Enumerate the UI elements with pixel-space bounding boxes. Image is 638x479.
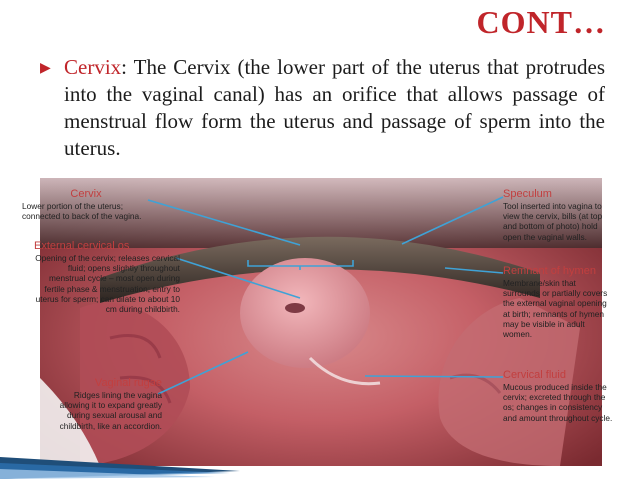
label-speculum-body: Tool inserted into vagina to view the cervix, bills (at top and bottom of photo) hold open the vaginal walls.	[503, 201, 603, 242]
label-cervix-body: Lower portion of the uterus; connected to back of the vagina.	[22, 201, 142, 222]
triangle-bullet-icon: ▶	[40, 61, 51, 76]
label-vaginal-rugae	[42, 377, 162, 431]
footer-decoration	[0, 457, 638, 479]
label-cervical-fluid-title: Cervical fluid	[503, 369, 566, 381]
label-external-os-body: Opening of the cervix; releases cervical fluid; opens slightly throughout menstrual cycle – most open during fertile phase & menstruation; entry to uterus for sperm; can dilate to about 10 cm during childbirth.	[35, 253, 180, 315]
label-cervical-fluid	[503, 369, 615, 423]
label-vaginal-rugae-title: Vaginal rugae	[94, 377, 162, 389]
label-vaginal-rugae-body: Ridges lining the vagina allowing it to expand greatly during sexual arousal and childbirth, like an accordion.	[59, 390, 162, 431]
label-cervical-fluid-body: Mucous produced inside the cervix; excreted through the os; changes in consistency and amount throughout cycle.	[503, 382, 613, 423]
label-cervix-title: Cervix	[70, 188, 102, 200]
label-hymen-body: Membrane/skin that surrounds or partially covers the external vaginal opening at birth; remnants of hymen may be visible in adult women.	[503, 278, 608, 340]
bullet-term: Cervix	[64, 55, 122, 79]
label-hymen-title: Remnant of hymen	[503, 265, 596, 277]
label-hymen	[503, 265, 615, 339]
label-cervix	[22, 188, 150, 221]
label-speculum	[503, 188, 615, 242]
label-external-os	[34, 240, 180, 314]
label-external-os-title: External cervical os	[34, 240, 130, 252]
slide-title: CONT…	[476, 4, 606, 40]
bullet-description: : The Cervix (the lower part of the uterus that protrudes into the vaginal canal) has an orifice that allows passage of menstrual flow form the uterus and passage of sperm into the uterus.	[64, 55, 605, 160]
label-speculum-title: Speculum	[503, 188, 552, 200]
